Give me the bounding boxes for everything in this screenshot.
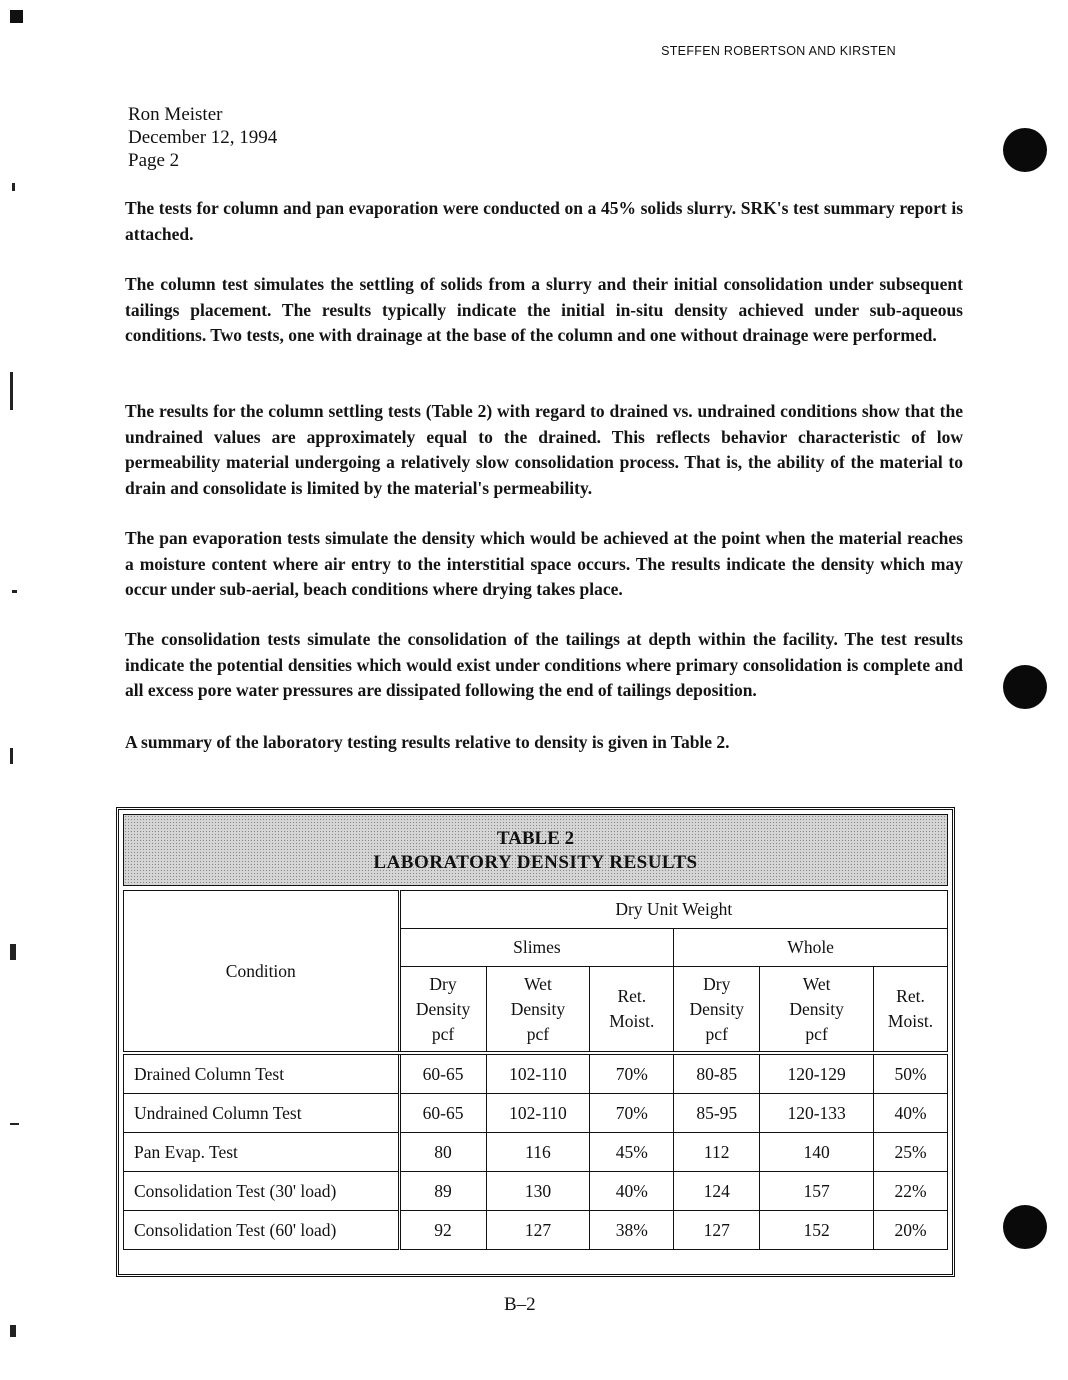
- row-label: Pan Evap. Test: [124, 1133, 400, 1172]
- scan-speck: [10, 1325, 16, 1337]
- page-label: Page 2: [128, 150, 180, 171]
- scan-speck: [12, 183, 15, 191]
- table-cell: 40%: [874, 1094, 948, 1133]
- density-table: [116, 807, 955, 1277]
- column-header-line: Density: [415, 998, 471, 1019]
- column-header-line: Wet: [802, 973, 831, 994]
- table-cell: 157: [760, 1172, 874, 1211]
- table-cell: 120-129: [760, 1053, 874, 1094]
- scan-speck: [10, 944, 16, 960]
- address-block: [128, 103, 277, 172]
- column-header-line: pcf: [526, 1023, 550, 1044]
- table-caption: LABORATORY DENSITY RESULTS: [373, 852, 698, 873]
- letterhead: STEFFEN ROBERTSON AND KIRSTEN: [661, 44, 896, 58]
- column-header-line: Dry: [429, 973, 457, 994]
- column-header-line: Density: [689, 998, 744, 1019]
- scan-speck: [10, 748, 13, 764]
- table-cell: 152: [760, 1211, 874, 1250]
- table-cell: 120-133: [760, 1094, 874, 1133]
- page-number: B–2: [504, 1294, 536, 1315]
- table-title: [123, 814, 948, 886]
- table-cell: 92: [399, 1211, 486, 1250]
- table-cell: 50%: [874, 1053, 948, 1094]
- table-cell: 127: [486, 1211, 590, 1250]
- scan-speck: [10, 372, 13, 410]
- table-cell: 20%: [874, 1211, 948, 1250]
- column-header-line: Dry: [703, 973, 731, 994]
- column-header-line: Density: [789, 998, 844, 1019]
- column-header-line: pcf: [431, 1023, 455, 1044]
- paragraph: A summary of the laboratory testing results relative to density is given in Table 2.: [125, 732, 730, 752]
- table-cell: 89: [399, 1172, 486, 1211]
- column-header: [486, 967, 590, 1054]
- column-header-line: Moist.: [609, 1011, 655, 1031]
- table-row: [124, 1094, 948, 1133]
- group-header: Dry Unit Weight: [399, 891, 947, 929]
- paragraph: The pan evaporation tests simulate the density which would be achieved at the point when the material reaches a moisture content where air entry to the interstitial space occurs. The results indicate the density which may occur under sub-aerial, beach conditions where drying takes place.: [125, 528, 963, 599]
- table-cell: 85-95: [674, 1094, 760, 1133]
- table-cell: 38%: [590, 1211, 674, 1250]
- table-cell: 127: [674, 1211, 760, 1250]
- punch-hole: [1003, 665, 1047, 709]
- paragraph: The column test simulates the settling of solids from a slurry and their initial consolidation under subsequent tailings placement. The results typically indicate the initial in-situ density achieved under sub-aqueous conditions. Two tests, one with drainage at the base of the column and one without drainage were performed.: [125, 274, 963, 345]
- punch-hole: [1003, 128, 1047, 172]
- table-cell: 40%: [590, 1172, 674, 1211]
- column-header-line: Moist.: [887, 1011, 934, 1031]
- table-cell: 80-85: [674, 1053, 760, 1094]
- table-cell: 45%: [590, 1133, 674, 1172]
- table-cell: 102-110: [486, 1094, 590, 1133]
- table-row: [124, 1211, 948, 1250]
- row-label: Undrained Column Test: [124, 1094, 400, 1133]
- column-header: [399, 967, 486, 1054]
- table-cell: 112: [674, 1133, 760, 1172]
- table-cell: 102-110: [486, 1053, 590, 1094]
- column-header-line: pcf: [805, 1023, 828, 1044]
- column-header: [760, 967, 874, 1054]
- scan-mark: [10, 10, 23, 23]
- column-header-line: Ret.: [896, 986, 925, 1006]
- table-cell: 22%: [874, 1172, 948, 1211]
- row-label: Consolidation Test (30' load): [124, 1172, 400, 1211]
- column-header-line: Wet: [524, 973, 552, 994]
- table-cell: 80: [399, 1133, 486, 1172]
- scan-speck: [12, 590, 17, 593]
- table-cell: 116: [486, 1133, 590, 1172]
- table-cell: 60-65: [399, 1053, 486, 1094]
- results-table: [123, 890, 948, 1250]
- table-cell: 70%: [590, 1094, 674, 1133]
- table-row: [124, 1133, 948, 1172]
- column-header: [674, 967, 760, 1054]
- table-body: [124, 1053, 948, 1250]
- table-number: TABLE 2: [496, 828, 575, 849]
- punch-hole: [1003, 1205, 1047, 1249]
- scan-speck: [10, 1123, 19, 1125]
- table-cell: 70%: [590, 1053, 674, 1094]
- table-cell: 60-65: [399, 1094, 486, 1133]
- column-header-line: Ret.: [617, 986, 647, 1006]
- whole-header: Whole: [674, 929, 948, 967]
- table-cell: 124: [674, 1172, 760, 1211]
- table-cell: 130: [486, 1172, 590, 1211]
- letter-date: December 12, 1994: [128, 127, 278, 148]
- paragraph: The consolidation tests simulate the consolidation of the tailings at depth within the facility. The test results indicate the potential densities which would exist under conditions where primary consolidation is complete and all excess pore water pressures are dissipated following the end of tailings deposition.: [125, 629, 963, 700]
- row-label: Drained Column Test: [124, 1053, 400, 1094]
- table-row: [124, 1172, 948, 1211]
- column-header: [590, 967, 674, 1054]
- column-header-line: pcf: [705, 1023, 728, 1044]
- column-header: [874, 967, 948, 1054]
- table-row: [124, 1053, 948, 1094]
- paragraph: The results for the column settling tests (Table 2) with regard to drained vs. undrained conditions show that the undrained values are approximately equal to the drained. This reflects behavior characteristic of low permeability material undergoing a relatively slow consolidation process. That is, the ability of the material to drain and consolidate is limited by the material's permeability.: [125, 401, 963, 498]
- slimes-header: Slimes: [399, 929, 674, 967]
- paragraph: The tests for column and pan evaporation were conducted on a 45% solids slurry. SRK's test summary report is attached.: [125, 198, 963, 244]
- condition-header: Condition: [124, 891, 400, 1054]
- column-header-line: Density: [510, 998, 566, 1019]
- table-cell: 140: [760, 1133, 874, 1172]
- table-cell: 25%: [874, 1133, 948, 1172]
- recipient-name: Ron Meister: [128, 104, 223, 125]
- row-label: Consolidation Test (60' load): [124, 1211, 400, 1250]
